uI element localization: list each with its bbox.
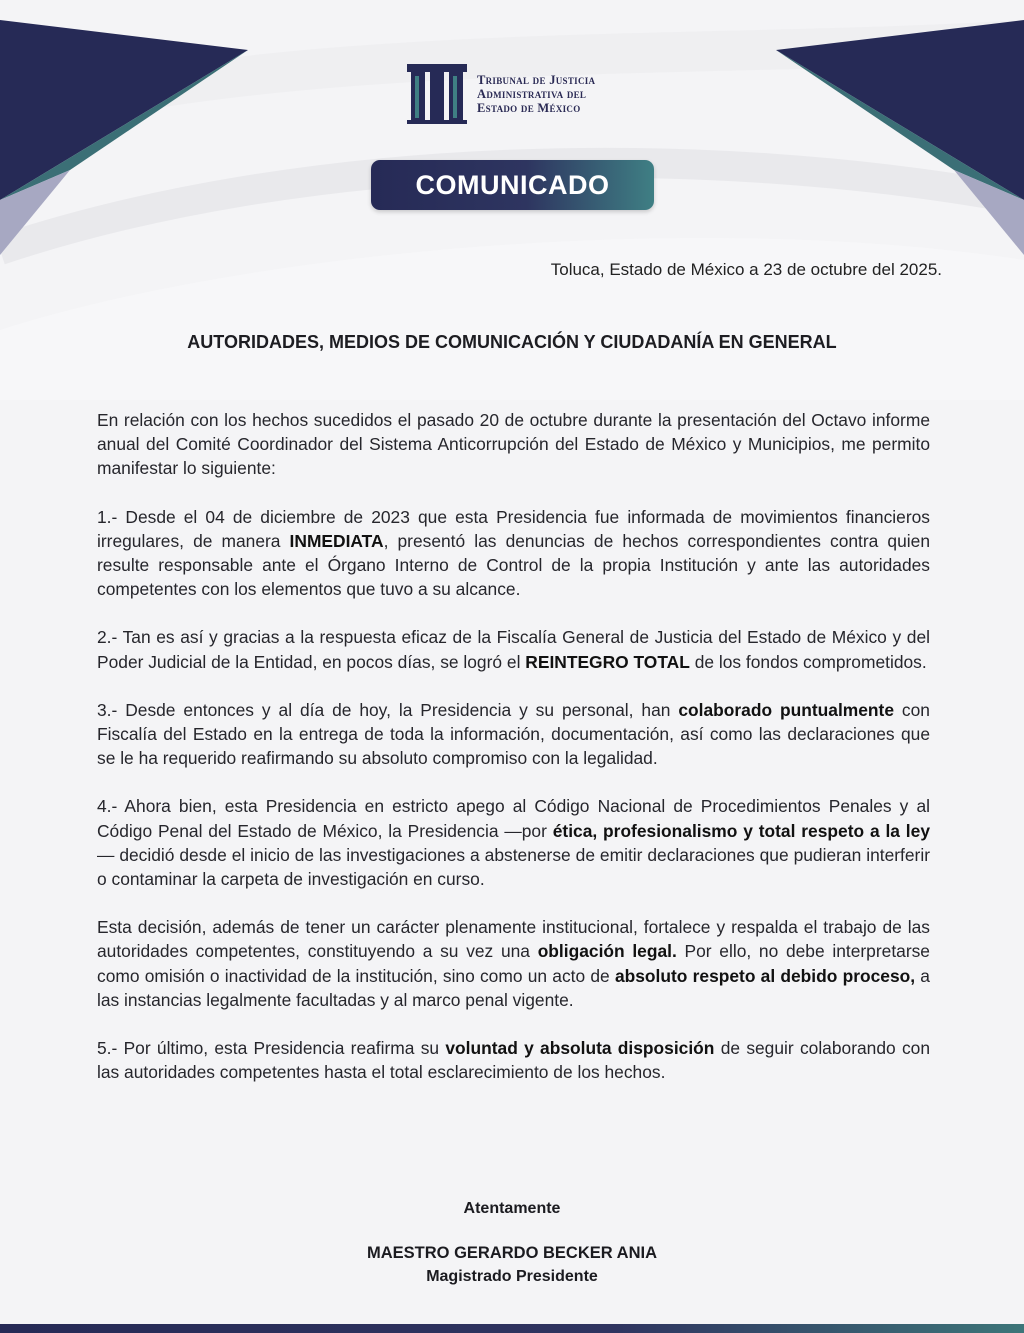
tribunal-columns-icon: [405, 62, 469, 126]
badge-label: COMUNICADO: [415, 169, 610, 200]
statement-paragraph: [97, 915, 930, 1012]
paragraph-text: , presentó las denuncias de hechos correspondientes contra quien resulte responsable ante el Órgano Interno de Control de la propia Institución y ante las autoridades competentes con los elementos que tuvo a su alcance.: [97, 530, 930, 600]
emphasis-text: ética, profesionalismo y total respeto a la ley: [552, 820, 930, 841]
paragraph-text: con Fiscalía del Estado en la entrega de toda la información, documentación, así como las declaraciones que se le ha requerido reafirmando su absoluto compromiso con la legalidad.: [97, 699, 930, 769]
comunicado-badge: [371, 160, 654, 210]
paragraph-text: 3.- Desde entonces y al día de hoy, la Presidencia y su personal, han: [97, 699, 679, 720]
date-line: Toluca, Estado de México a 23 de octubre del 2025.: [550, 260, 942, 279]
corner-decoration-right: [774, 0, 1024, 260]
logo-line-3: Estado de México: [477, 101, 581, 115]
logo-wordmark: [477, 73, 595, 115]
statement-paragraph: [97, 505, 930, 602]
addressee-heading: AUTORIDADES, MEDIOS DE COMUNICACIÓN Y CIUDADANÍA EN GENERAL: [187, 332, 837, 352]
emphasis-text: obligación legal.: [537, 941, 677, 962]
paragraph-text: 2.- Tan es así y gracias a la respuesta eficaz de la Fiscalía General de Justicia del Estado de México y del Poder Judicial de la Entidad, en pocos días, se logró el: [97, 627, 930, 672]
statement-paragraph: [97, 1036, 930, 1084]
signatory-name: MAESTRO GERARDO BECKER ANIA: [367, 1244, 657, 1262]
paragraph-text: 4.- Ahora bien, esta Presidencia en estricto apego al Código Nacional de Procedimientos Penales y al Código Penal del Estado de México, la Presidencia —por: [97, 796, 930, 841]
statement-paragraph: [97, 408, 930, 481]
paragraph-text: a las instancias legalmente facultadas y al marco penal vigente.: [97, 965, 930, 1010]
emphasis-text: voluntad y absoluta disposición: [445, 1038, 715, 1059]
paragraph-text: En relación con los hechos sucedidos el pasado 20 de octubre durante la presentación del Octavo informe anual del Comité Coordinador del Sistema Anticorrupción del Estado de México y Municipios, me permito manifestar lo siguiente:: [97, 410, 930, 479]
tribunal-logo: [405, 62, 595, 126]
paragraph-text: 5.- Por último, esta Presidencia reafirma su: [97, 1038, 446, 1059]
paragraph-text: 1.- Desde el 04 de diciembre de 2023 que esta Presidencia fue informada de movimientos financieros irregulares, de manera: [97, 506, 930, 551]
paragraph-text: de seguir colaborando con las autoridades competentes hasta el total esclarecimiento de los hechos.: [97, 1038, 930, 1083]
statement-body: [97, 408, 930, 1108]
logo-line-1: Tribunal de Justicia: [477, 73, 596, 87]
paragraph-text: Esta decisión, además de tener un carácter plenamente institucional, fortalece y respalda el trabajo de las autoridades competentes, constituyendo a su vez una: [97, 917, 930, 962]
corner-decoration-left: [0, 0, 250, 260]
logo-line-2: Administrativa del: [477, 87, 587, 101]
emphasis-text: INMEDIATA: [289, 530, 384, 551]
paragraph-text: — decidió desde el inicio de las investigaciones a abstenerse de emitir declaraciones que pudieran interferir o contaminar la carpeta de investigación en curso.: [97, 844, 930, 890]
closing-salutation: Atentamente: [463, 1200, 561, 1217]
emphasis-text: colaborado puntualmente: [678, 699, 895, 720]
bottom-accent-bar: [0, 1324, 1024, 1333]
statement-paragraph: [97, 794, 930, 891]
statement-paragraph: [97, 698, 930, 771]
statement-paragraph: [97, 625, 930, 673]
emphasis-text: REINTEGRO TOTAL: [525, 651, 690, 672]
emphasis-text: absoluto respeto al debido proceso,: [614, 965, 916, 986]
signatory-title: Magistrado Presidente: [426, 1268, 598, 1285]
paragraph-text: Por ello, no debe interpretarse como omisión o inactividad de la institución, sino como un acto de: [97, 941, 930, 986]
paragraph-text: de los fondos comprometidos.: [689, 651, 927, 672]
